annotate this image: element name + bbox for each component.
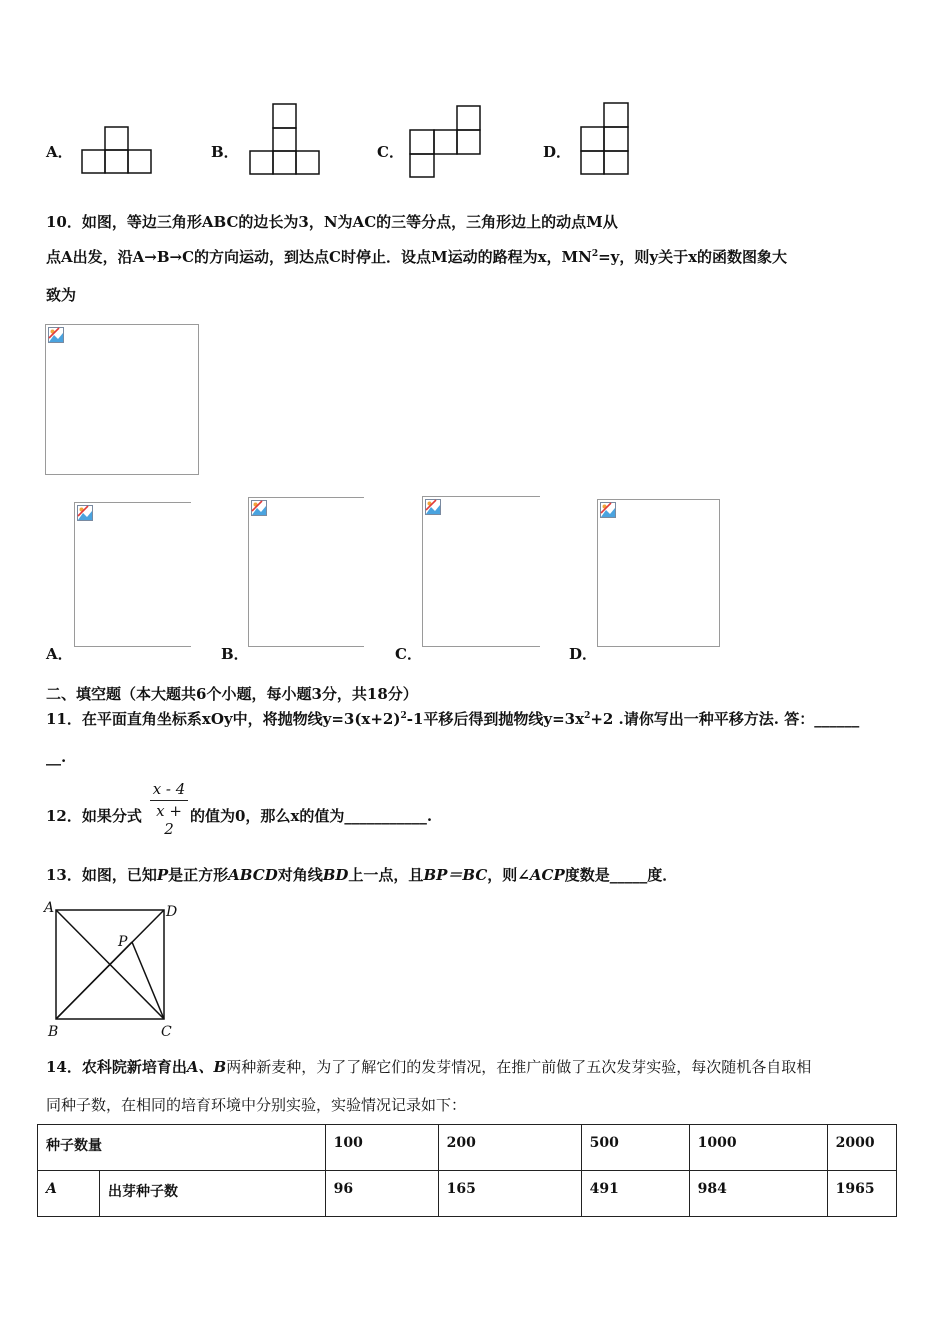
q11-line-2: __. bbox=[46, 748, 67, 766]
q10-line-2-sup: 2 bbox=[591, 249, 599, 259]
q14-line-1-b: 两种新麦种，为了了解它们的发芽情况，在推广前做了五次发芽实验，每次随机各自取相 bbox=[226, 1058, 812, 1076]
broken-image-icon bbox=[425, 499, 441, 515]
label-b: B bbox=[48, 1024, 59, 1040]
table-cell: 984 bbox=[689, 1171, 827, 1217]
q9-option-d: D． bbox=[543, 143, 572, 161]
segment-bp bbox=[56, 942, 132, 1019]
table-row-sub-label: 出芽种子数 bbox=[100, 1171, 326, 1217]
table-cell: 1965 bbox=[827, 1171, 896, 1217]
q10-line-1: 10．如图，等边三角形ABC的边长为3，N为AC的三等分点，三角形边上的动点M从 bbox=[46, 213, 618, 231]
label-a: A bbox=[44, 900, 55, 916]
q13-bd: BD bbox=[322, 866, 349, 884]
table-row bbox=[38, 1171, 897, 1217]
broken-image-icon bbox=[600, 502, 616, 518]
q10-option-b: B． bbox=[221, 645, 249, 663]
q14-line-1-a: 14．农科院新培育出 bbox=[46, 1058, 187, 1076]
table-cell: 200 bbox=[438, 1125, 581, 1171]
q13-t2: 对角线 bbox=[277, 866, 323, 884]
q13-p: P bbox=[156, 866, 169, 884]
q13-t4: ，则∠ bbox=[487, 866, 530, 884]
table-cell: 100 bbox=[325, 1125, 438, 1171]
q9-figure-c bbox=[408, 104, 484, 180]
q10-option-d-image-placeholder bbox=[597, 499, 720, 647]
q10-option-c: C． bbox=[395, 645, 422, 663]
q13-t3: 上一点，且 bbox=[348, 866, 424, 884]
q10-option-d: D． bbox=[569, 645, 598, 663]
table-cell: 165 bbox=[438, 1171, 581, 1217]
q10-option-a: A． bbox=[46, 645, 73, 663]
q13-t5: 度数是_____度． bbox=[564, 866, 678, 884]
q11-sup-2: 2 bbox=[584, 711, 591, 721]
table-row-label-a: A bbox=[38, 1171, 100, 1217]
q10-main-image-placeholder bbox=[45, 324, 199, 475]
q12-prefix: 12．如果分式 bbox=[46, 807, 142, 825]
q10-option-b-image-placeholder bbox=[248, 497, 364, 647]
broken-image-icon bbox=[77, 505, 93, 521]
q11-line-1 bbox=[46, 708, 859, 729]
q13-text bbox=[46, 864, 677, 885]
table-cell: 491 bbox=[581, 1171, 689, 1217]
q14-line-1 bbox=[46, 1056, 811, 1077]
label-d: D bbox=[166, 904, 178, 920]
q13-prefix: 13．如图，已知 bbox=[46, 866, 157, 884]
q10-line-3: 致为 bbox=[46, 286, 77, 304]
q13-eq: BP＝BC bbox=[423, 866, 488, 884]
q13-acp: ACP bbox=[529, 866, 565, 884]
q14-line-2: 同种子数，在相同的培育环境中分别实验，实验情况记录如下： bbox=[46, 1096, 467, 1114]
q11-text-c: +2 .请你写出一种平移方法. 答：______ bbox=[590, 710, 860, 728]
q11-text-b: -1平移后得到抛物线y=3x bbox=[406, 710, 585, 728]
broken-image-icon bbox=[251, 500, 267, 516]
table-cell: 2000 bbox=[827, 1125, 896, 1171]
q10-line-2-b: =y，则y关于x的函数图象大 bbox=[598, 248, 788, 266]
q10-line-2-a: 点A出发，沿A→B→C的方向运动，到达点C时停止．设点M运动的路程为x，MN bbox=[46, 248, 592, 266]
q12-numerator: x - 4 bbox=[150, 780, 188, 801]
q9-figure-d bbox=[579, 101, 631, 177]
q12-fraction bbox=[150, 780, 188, 838]
section-2-heading: 二、填空题（本大题共6个小题，每小题3分，共18分） bbox=[46, 685, 418, 703]
q10-option-a-image-placeholder bbox=[74, 502, 191, 647]
q9-option-c: C． bbox=[377, 143, 404, 161]
q14-seed-table bbox=[37, 1124, 897, 1217]
q13-t1: 是正方形 bbox=[168, 866, 229, 884]
q11-text-a: 11．在平面直角坐标系xOy中，将抛物线y=3(x+2) bbox=[46, 710, 401, 728]
q12-suffix: 的值为0，那么x的值为___________. bbox=[190, 807, 433, 825]
label-c: C bbox=[161, 1024, 172, 1040]
table-cell: 96 bbox=[325, 1171, 438, 1217]
table-header-label: 种子数量 bbox=[38, 1125, 326, 1171]
q14-line-1-ab: A、B bbox=[186, 1058, 227, 1076]
q11-sup-1: 2 bbox=[400, 711, 407, 721]
table-cell: 500 bbox=[581, 1125, 689, 1171]
q12-denominator: x + 2 bbox=[156, 802, 182, 838]
segment-pc bbox=[132, 942, 164, 1019]
label-p: P bbox=[118, 934, 128, 950]
q10-option-c-image-placeholder bbox=[422, 496, 540, 647]
q9-figure-a bbox=[80, 126, 154, 176]
q10-line-2 bbox=[46, 246, 787, 267]
q9-figure-b bbox=[248, 102, 322, 176]
table-row bbox=[38, 1125, 897, 1171]
q13-abcd: ABCD bbox=[228, 866, 278, 884]
q9-option-b: B． bbox=[211, 143, 239, 161]
q9-option-a: A． bbox=[46, 143, 73, 161]
q13-square-diagram bbox=[40, 898, 185, 1040]
broken-image-icon bbox=[48, 327, 64, 343]
table-cell: 1000 bbox=[689, 1125, 827, 1171]
